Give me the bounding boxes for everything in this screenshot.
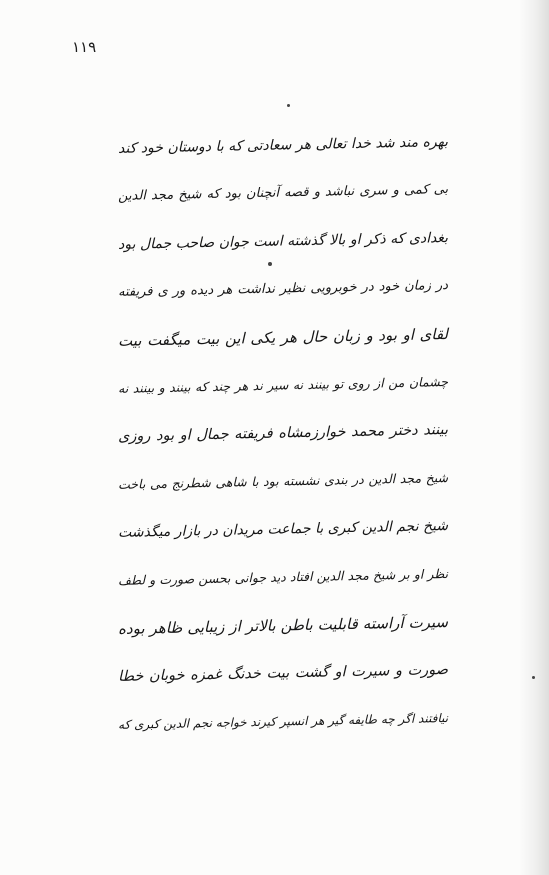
text-line-7: بینند دختر محمد خوارزمشاه فریفته جمال او بود روزی bbox=[117, 422, 449, 445]
text-line-6: چشمان من از روی تو بینند نه سیر ند هر چند که بینند و بینند نه bbox=[117, 374, 449, 396]
text-line-13: نیافتند اگر چه طایفه گیر هر انسپر کیرند خواجه نجم الدین کبری که bbox=[117, 711, 449, 732]
text-line-1: بهره مند شد خدا تعالی هر سعادتی که با دوستان خود کند bbox=[117, 134, 449, 157]
ink-speck bbox=[532, 676, 535, 679]
manuscript-text bbox=[118, 118, 448, 742]
text-line-3: بغدادی که ذکر او بالا گذشته است جوان صاحب جمال بود bbox=[117, 230, 449, 253]
text-line-10: نظر او بر شیخ مجد الدین افتاد دید جوانی بحسن صورت و لطف bbox=[117, 566, 449, 588]
text-line-4: در زمان خود در خوبرویی نظیر نداشت هر دیده ور ی فریفته bbox=[117, 278, 449, 300]
text-line-11: سیرت آراسته قابلیت باطن بالاتر از زیبایی ظاهر بوده bbox=[117, 613, 449, 638]
text-line-12: صورت و سیرت او گشت بیت خدنگ غمزه خوبان خطا bbox=[117, 662, 449, 685]
gutter-shadow bbox=[519, 0, 549, 875]
page-number: ۱۱۹ bbox=[72, 38, 97, 56]
text-line-8: شیخ مجد الدین در بندی نشسته بود با شاهی شطرنج می باخت bbox=[117, 470, 449, 492]
text-line-9: شیخ نجم الدین کبری با جماعت مریدان در بازار میگذشت bbox=[117, 518, 449, 541]
text-line-5: لقای او بود و زبان حال هر یکی این بیت میگفت بیت bbox=[117, 325, 449, 350]
ink-speck bbox=[287, 104, 290, 107]
ink-speck bbox=[268, 262, 272, 266]
text-line-2: بی کمی و سری نباشد و قصه آنچنان بود که شیخ مجد الدین bbox=[117, 182, 449, 204]
